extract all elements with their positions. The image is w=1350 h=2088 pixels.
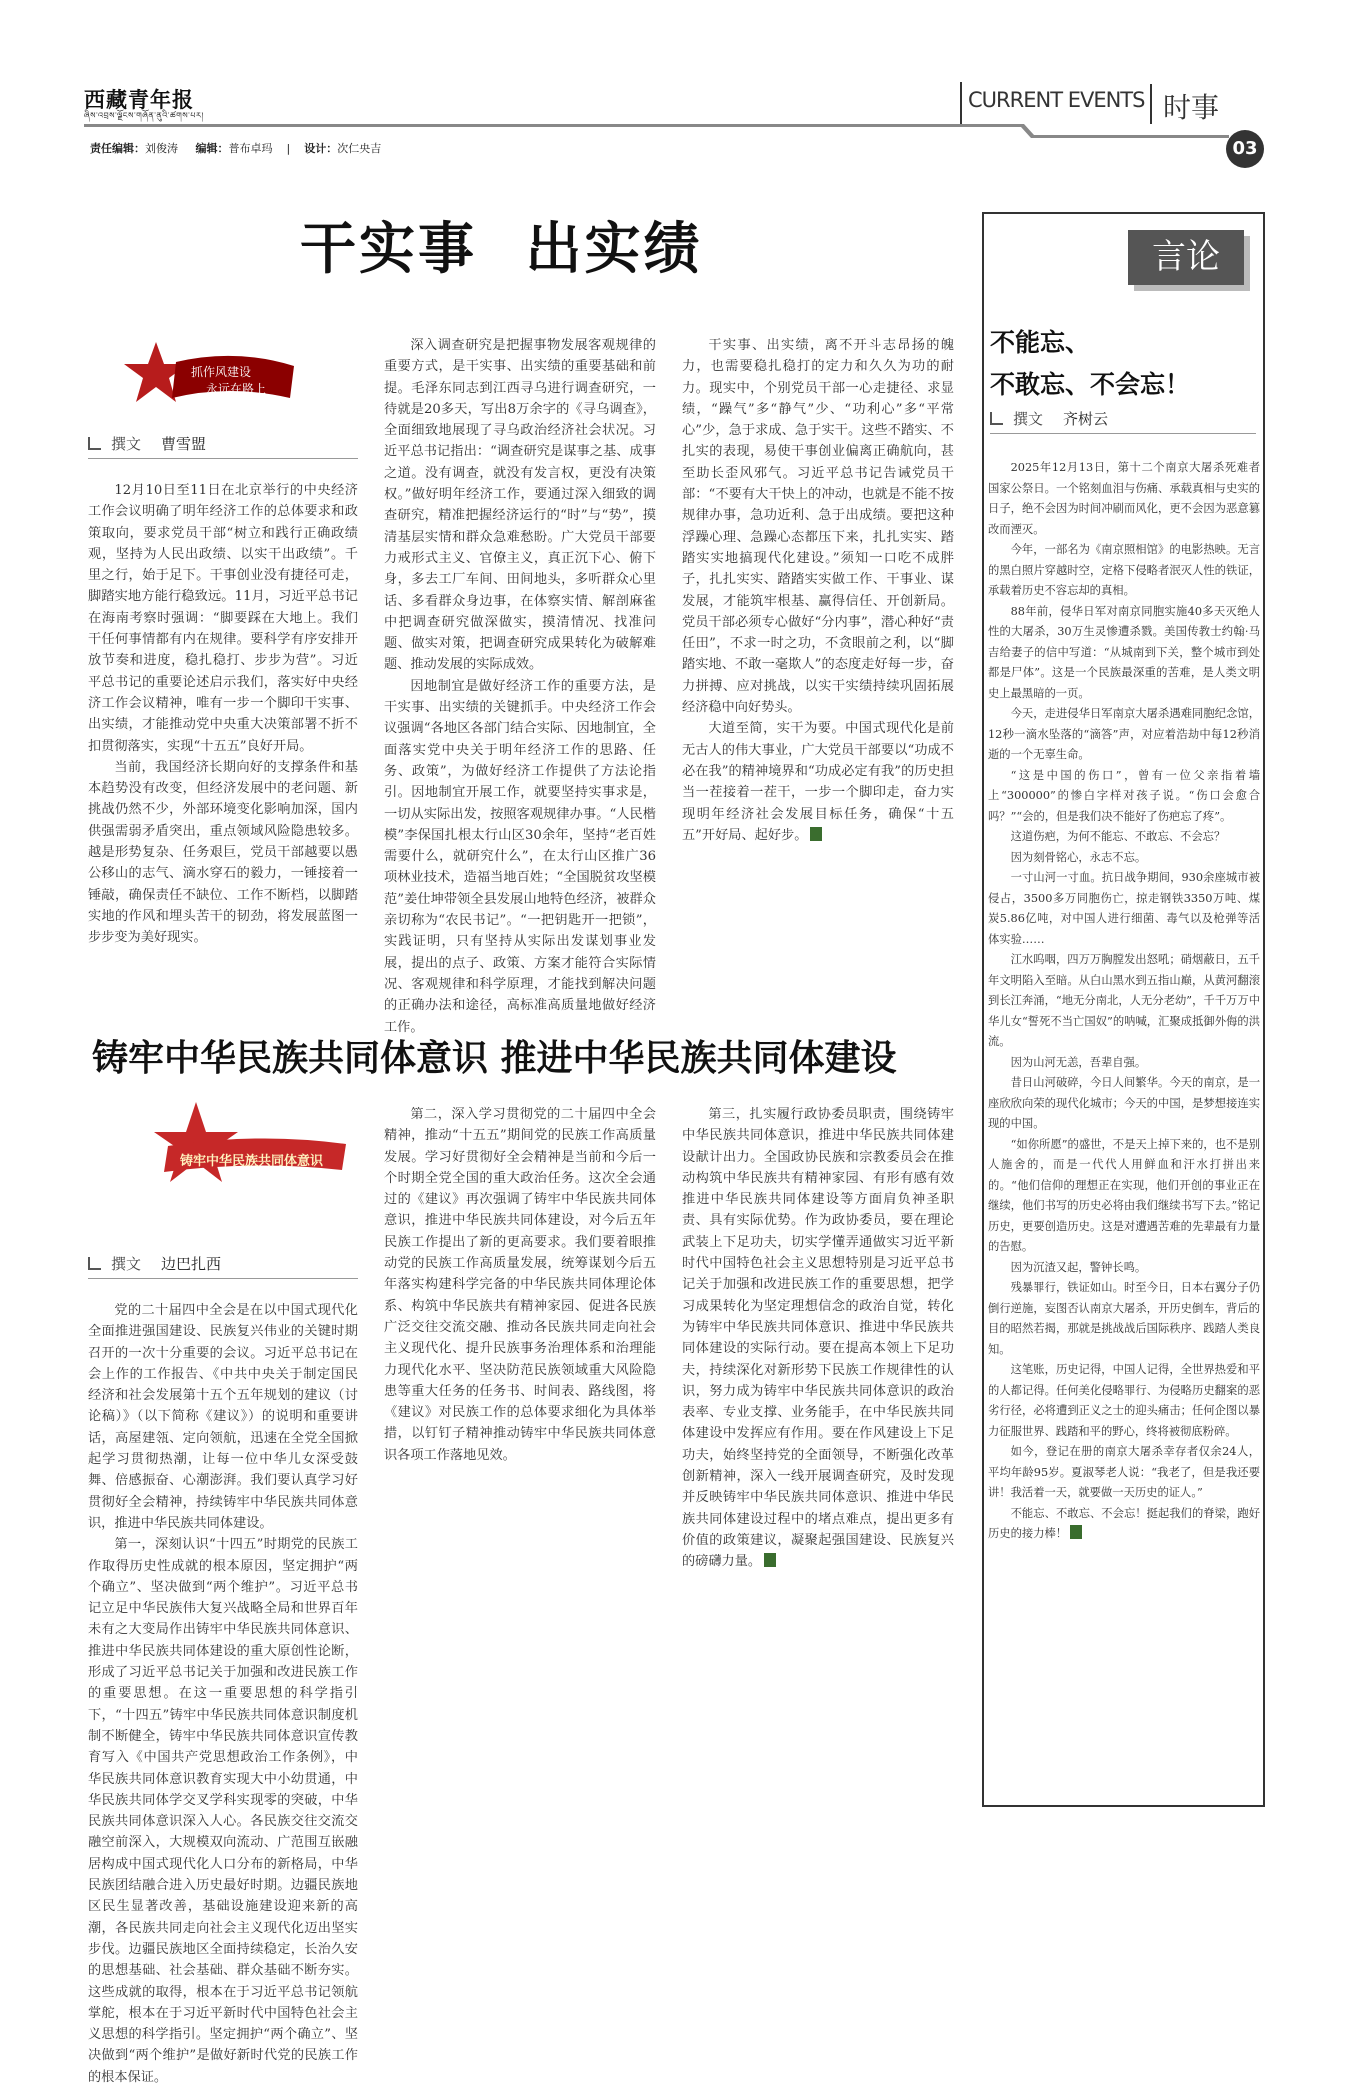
article2-badge: [158, 1100, 348, 1190]
article2-col2: 第二，深入学习贯彻党的二十届四中全会精神，推动“十五五”期间党的民族工作高质量发展。学习好贯彻好全会精神是当前和今后一个时期全党全国的重大政治任务。这次全会通过的《建议》再次强调了铸牢中华民族共同体意识，推进中华民族共同体建设，对今后五年民族工作提出了新的更高要求。我们要着眼推动党的民族工作高质量发展，统筹谋划今后五年落实构建科学完备的中华民族共同体理论体系、构筑中华民族共有精神家园、促进各民族广泛交往交流交融、推动各民族共同走向社会主义现代化、提升民族事务治理体系和治理能力现代化水平、坚决防范民族领域重大风险隐患等重大任务的任务书、时间表、路线图，将《建议》对民族工作的总体要求细化为具体举措，以钉钉子精神推动铸牢中华民族共同体意识各项工作落地见效。: [384, 1107, 656, 1463]
masthead-tibetan: ཞིས་འབྲས་ལྗོངས་གཞོན་ནུའི་ཚགས་པར།: [84, 111, 204, 120]
article1-col2: 深入调查研究是把握事物发展客观规律的重要方式，是干实事、出实绩的重要基础和前提。毛泽东同志到江西寻乌进行调查研究，一待就是20多天，写出8万余字的《寻乌调查》，全面细致地展现了寻乌政治经济社会状况。习近平总书记指出：“调查研究是谋事之基、成事之道。没有调查，就没有发言权，更没有决策权。”做好明年经济工作，要通过深入细致的调查研究，精准把握经济运行的“时”与“势”，摸清基层实情和群众急难愁盼。广大党员干部要力戒形式主义、官僚主义，真正沉下心、俯下身，多去工厂车间、田间地头，多听群众心里话、多看群众身边事，在体察实情、解剖麻雀中把调查研究做深做实，摸清情况、找准问题、做实对策，把调查研究成果转化为破解难题、推动发展的实际成效。 因地制宜是做好经济工作的重要方法，是干实事、出实绩的关键抓手。中央经济工作会议强调“各地区各部门结合实际、因地制宜，全面落实党中央关于明年经济工作的思路、任务、政策”，为做好经济工作提供了方法论指引。因地制宜开展工作，就要坚持实事求是，一切从实际出发，按照客观规律办事。“人民楷模”李保国扎根太行山区30余年，坚持“老百姓需要什么，就研究什么”，在太行山区推广36项林业技术，造福当地百姓；“全国脱贫攻坚模范”姜仕坤带领全县发展山地特色经济，被群众亲切称为“农民书记”。“一把钥匙开一把锁”，实践证明，只有坚持从实际出发谋划事业发展，提出的点子、政策、方案才能符合实际情况、客观规律和科学原理，才能找到解决问题的正确办法和途径，高标准高质量地做好经济工作。: [384, 338, 656, 1035]
opinion-author: 齐树云: [1063, 410, 1109, 428]
article1-col1: 12月10日至11日在北京举行的中央经济工作会议明确了明年经济工作的总体要求和政策取向，要求党员干部“树立和践行正确政绩观，坚持为人民出政绩、以实干出政绩”。千里之行，始于足下。干事创业没有捷径可走，脚踏实地方能行稳致远。11月，习近平总书记在海南考察时强调：“脚要踩在大地上。我们干任何事情都有内在规律。要科学有序安排开放节奏和进度，稳扎稳打、步步为营”。习近平总书记的重要论述启示我们，落实好中央经济工作会议精神，唯有一步一个脚印干实事、出实绩，才能推动党中央重大决策部署不折不扣贯彻落实，实现“十五五”良好开局。 当前，我国经济长期向好的支撑条件和基本趋势没有改变，但经济发展中的老问题、新挑战仍然不少，外部环境变化影响加深，国内供强需弱矛盾突出，重点领域风险隐患较多。越是形势复杂、任务艰巨，党员干部越要以愚公移山的志气、滴水穿石的毅力，一锤接着一锤敲，确保责任不缺位、工作不断档，以脚踏实地的作风和埋头苦干的韧劲，将发展蓝图一步步变为美好现实。: [88, 483, 358, 946]
article1-col3: 干实事、出实绩，离不开斗志昂扬的魄力，也需要稳扎稳打的定力和久久为功的耐力。现实中，个别党员干部一心走捷径、求显绩，“躁气”多“静气”少、“功利心”多“平常心”少，急于求成、急于实干。这些不踏实、不扎实的表现，易使干事创业偏离正确航向，甚至助长歪风邪气。习近平总书记告诫党员干部：“不要有大干快上的冲动，也就是不能不按规律办事，急功近利、急于出成绩。要把这种浮躁心理、急躁心态都压下来，扎扎实实、踏踏实实地搞现代化建设。”须知一口吃不成胖子，扎扎实实、踏踏实实做工作、干事业、谋发展，才能筑牢根基、赢得信任、开创新局。党员干部必须专心做好“分内事”，潜心种好“责任田”，不求一时之功，不贪眼前之利，以“脚踏实地、不敢一毫欺人”的态度走好每一步，奋力拼搏、应对挑战，以实干实绩持续巩固拓展经济稳中向好势头。 大道至简，实干为要。中国式现代化是前无古人的伟大事业，广大党员干部要以“功成不必在我”的精神境界和“功成必定有我”的历史担当一茬接着一茬干，一步一个脚印走，奋力实现明年经济社会发展目标任务，确保“十五五”开好局、起好步。: [682, 338, 954, 843]
article1-headline: 干实事 出实绩: [300, 217, 703, 282]
opinion-tag: 言论: [1128, 230, 1244, 285]
star-icon: [158, 1100, 348, 1190]
article2-byline: 撰文 边巴扎西: [88, 1253, 358, 1279]
opinion-title: 不能忘、 不敢忘、不会忘！: [990, 328, 1191, 399]
badge-text-1: 抓作风建设: [191, 365, 252, 379]
header-band: [84, 121, 1229, 139]
credit-line: 责任编辑：刘俊涛 编辑：普布卓玛 | 设计：次仁央吉: [90, 142, 382, 155]
article2-headline: 铸牢中华民族共同体意识 推进中华民族共同体建设: [92, 1038, 897, 1079]
article1-author: 曹雪盟: [161, 435, 207, 453]
article2-col3: 第三，扎实履行政协委员职责，围绕铸牢中华民族共同体意识，推进中华民族共同体建设献计出力。全国政协民族和宗教委员会在推动构筑中华民族共有精神家园、有形有感有效推进中华民族共同体建设等方面肩负神圣职责、具有实际优势。作为政协委员，要在理论武装上下足功夫，切实学懂弄通做实习近平新时代中国特色社会主义思想特别是习近平总书记关于加强和改进民族工作的重要思想，把学习成果转化为坚定理想信念的政治自觉，转化为铸牢中华民族共同体意识、推进中华民族共同体建设的实际行动。要在提高本领上下足功夫，持续深化对新形势下民族工作规律性的认识，努力成为铸牢中华民族共同体意识的政治表率、专业支撑、业务能手，在中华民族共同体建设中发挥应有作用。要在作风建设上下足功夫，始终坚持党的全面领导，不断强化改革创新精神，深入一线开展调查研究，及时发现并反映铸牢中华民族共同体意识、推进中华民族共同体建设过程中的堵点难点，提出更多有价值的政策建议，凝聚起强国建设、民族复兴的磅礴力量。: [682, 1107, 954, 1570]
byline-mark-icon: [88, 437, 101, 450]
opinion-byline: 撰文 齐树云: [990, 408, 1256, 434]
badge-text: 铸牢中华民族共同体意识: [180, 1154, 324, 1169]
end-mark-icon: [764, 1553, 776, 1567]
article2-author: 边巴扎西: [161, 1255, 222, 1273]
page-number: 03: [1226, 130, 1264, 168]
section-en: CURRENT EVENTS: [968, 88, 1145, 112]
section-divider: [1150, 84, 1152, 124]
end-mark-icon: [1070, 1525, 1082, 1539]
end-mark-icon: [810, 827, 822, 841]
byline-mark-icon: [88, 1257, 101, 1270]
byline-mark-icon: [990, 412, 1003, 425]
article1-byline: 撰文 曹雪盟: [88, 433, 358, 459]
header-divider: [960, 82, 962, 124]
section-cn: 时事: [1163, 91, 1220, 124]
badge-text-2: 永远在路上: [206, 382, 267, 396]
article2-col1: 党的二十届四中全会是在以中国式现代化全面推进强国建设、民族复兴伟业的关键时期召开的一次十分重要的会议。习近平总书记在会上作的工作报告、《中共中央关于制定国民经济和社会发展第十五个五年规划的建议（讨论稿）》（以下简称《建议》）的说明和重要讲话，高屋建瓴、定向领航，迅速在全党全国掀起学习贯彻热潮，让每一位中华儿女深受鼓舞、倍感振奋、心潮澎湃。我们要认真学习好贯彻好全会精神，持续铸牢中华民族共同体意识，推进中华民族共同体建设。 第一，深刻认识“十四五”时期党的民族工作取得历史性成就的根本原因，坚定拥护“两个确立”、坚决做到“两个维护”。习近平总书记立足中华民族伟大复兴战略全局和世界百年未有之大变局作出铸牢中华民族共同体意识、推进中华民族共同体建设的重大原创性论断，形成了习近平总书记关于加强和改进民族工作的重要思想。在这一重要思想的科学指引下，“十四五”铸牢中华民族共同体意识制度机制不断健全，铸牢中华民族共同体意识宣传教育写入《中国共产党思想政治工作条例》，中华民族共同体意识教育实现大中小幼贯通，中华民族共同体学交叉学科实现零的突破，中华民族共同体意识深入人心。各民族交往交流交融空前深入，大规模双向流动、广范围互嵌融居构成中国式现代化人口分布的新格局，中华民族团结融合进入历史最好时期。边疆民族地区民生显著改善，基础设施建设迎来新的高潮，各民族共同走向社会主义现代化迈出坚实步伐。边疆民族地区全面持续稳定，长治久安的思想基础、社会基础、群众基础不断夯实。这些成就的取得，根本在于习近平总书记领航掌舵，根本在于习近平新时代中国特色社会主义思想的科学指引。坚定拥护“两个确立”、坚决做到“两个维护”是做好新时代党的民族工作的根本保证。: [88, 1303, 358, 2085]
masthead-title: 西藏青年报: [84, 87, 194, 112]
opinion-body: 2025年12月13日，第十二个南京大屠杀死难者国家公祭日。一个铭刻血泪与伤痛、承载真相与史实的日子，绝不会因为时间冲刷而风化，更不会因为恶意篡改而湮灭。 今年，一部名为《南京照相馆》的电影热映。无言的黑白照片穿越时空，定格下侵略者泯灭人性的铁证，承载着历史不容忘却的真相。 88年前，侵华日军对南京同胞实施40多天灭绝人性的大屠杀，30万生灵惨遭杀戮。美国传教士约翰·马吉给妻子的信中写道：“从城南到下关，整个城市到处都是尸体”。这是一个民族最深重的苦难，是人类文明史上最黑暗的一页。 今天，走进侵华日军南京大屠杀遇难同胞纪念馆，12秒一滴水坠落的“滴答”声，对应着浩劫中每12秒消逝的一个无辜生命。 “这是中国的伤口”，曾有一位父亲指着墙上“300000”的惨白字样对孩子说。“伤口会愈合吗？”“会的，但是我们决不能好了伤疤忘了疼”。 这道伤疤，为何不能忘、不敢忘、不会忘？ 因为刻骨铭心，永志不忘。 一寸山河一寸血。抗日战争期间，930余座城市被侵占，3500多万同胞伤亡，掠走钢铁3350万吨、煤炭5.86亿吨，对中国人进行细菌、毒气以及枪弹等活体实验…… 江水呜咽，四万万胸膛发出怒吼；硝烟蔽日，五千年文明陷入至暗。从白山黑水到五指山巅，从黄河翻滚到长江奔涌，“地无分南北，人无分老幼”，千千万万中华儿女“誓死不当亡国奴”的呐喊，汇聚成抵御外侮的洪流。 因为山河无恙，吾辈自强。 昔日山河破碎，今日人间繁华。今天的南京，是一座欣欣向荣的现代化城市；今天的中国，是梦想接连实现的中国。 “如你所愿”的盛世，不是天上掉下来的，也不是别人施舍的，而是一代代人用鲜血和汗水打拼出来的。“他们信仰的理想正在实现，他们开创的事业正在继续，他们书写的历史必将由我们继续书写下去。”铭记历史，更要创造历史。这是对遭遇苦难的先辈最有力量的告慰。 因为沉渣又起，警钟长鸣。 残暴罪行，铁证如山。时至今日，日本右翼分子仍倒行逆施，妄图否认南京大屠杀，开历史倒车，背后的目的昭然若揭，那就是挑战战后国际秩序、践踏人类良知。 这笔账，历史记得，中国人记得，全世界热爱和平的人都记得。任何美化侵略罪行、为侵略历史翻案的恶劣行径，必将遭到正义之士的迎头痛击；任何企图以暴力征服世界、践踏和平的野心，终将被彻底粉碎。 如今，登记在册的南京大屠杀幸存者仅余24人，平均年龄95岁。夏淑琴老人说：“我老了，但是我还要讲！我活着一天，就要做一天历史的证人。” 不能忘、不敢忘、不会忘！挺起我们的脊梁，跑好历史的接力棒！: [988, 461, 1260, 1540]
article1-badge: [126, 340, 296, 408]
